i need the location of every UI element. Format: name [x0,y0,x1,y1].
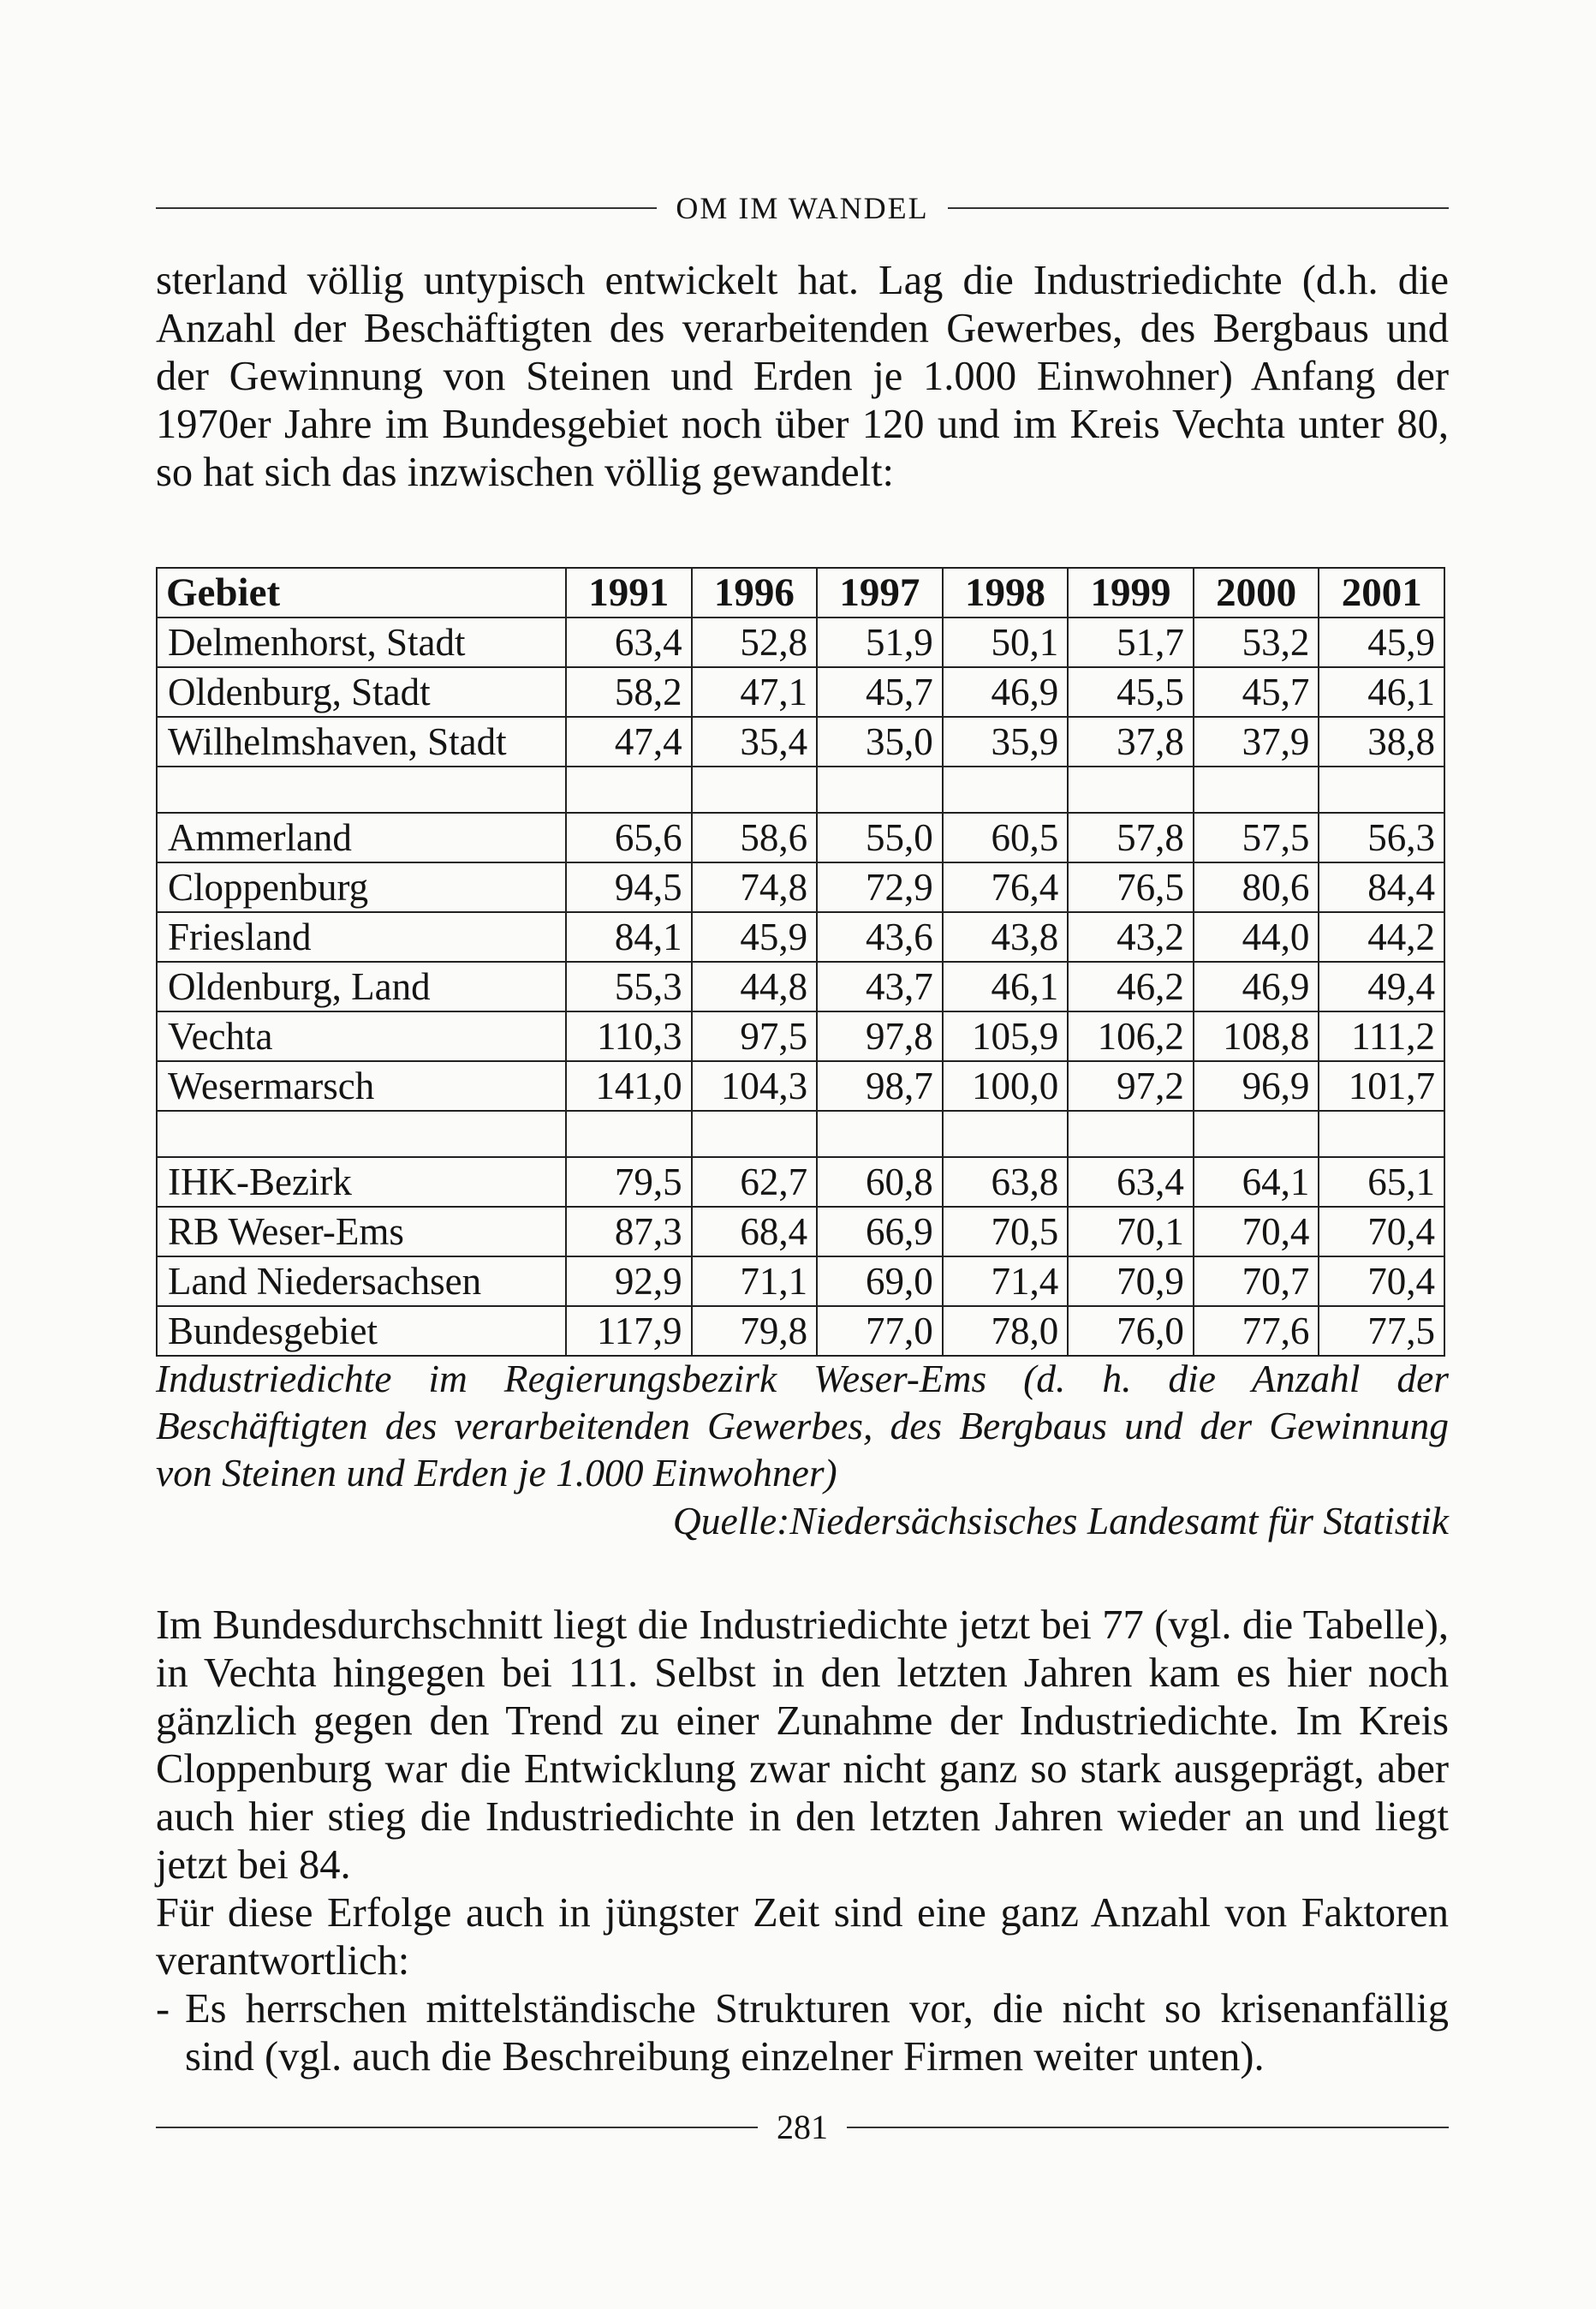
value-cell: 84,4 [1319,862,1444,912]
value-cell: 70,4 [1194,1207,1319,1256]
value-cell: 51,9 [817,618,943,667]
value-cell: 53,2 [1194,618,1319,667]
value-cell: 46,9 [943,667,1069,717]
body-paragraph-2: Für diese Erfolge auch in jüngster Zeit sind eine ganz Anzahl von Faktoren verantwortlich: [156,1890,1449,1984]
value-cell: 71,1 [692,1256,818,1306]
header-cell: 1997 [817,568,943,618]
value-cell: 43,7 [817,962,943,1011]
bullet-text: Es herrschen mittelständische Strukturen vor, die nicht so krisenanfällig sind (vgl. auch die Beschreibung einzelner Firmen weiter unten). [185,1986,1449,2079]
table-row [157,1157,1444,1207]
value-cell: 70,4 [1319,1207,1444,1256]
value-cell: 141,0 [566,1061,692,1111]
value-cell: 63,4 [566,618,692,667]
area-cell: Wilhelmshaven, Stadt [157,717,566,767]
value-cell: 44,2 [1319,912,1444,962]
header-cell: 2000 [1194,568,1319,618]
value-cell: 69,0 [817,1256,943,1306]
industry-density-table [156,567,1445,1357]
value-cell: 64,1 [1194,1157,1319,1207]
value-cell: 105,9 [943,1011,1069,1061]
empty-cell [692,1111,818,1157]
value-cell: 77,0 [817,1306,943,1356]
value-cell: 77,5 [1319,1306,1444,1356]
empty-cell [1319,767,1444,813]
value-cell: 57,8 [1068,813,1194,862]
table-caption: Industriedichte im Regierungsbezirk Weser-Ems (d. h. die Anzahl der Beschäftigten des verarbeitenden Gewerbes, des Bergbaus und der Gewinnung von Steinen und Erden je 1.000 Einwohner) [156,1357,1449,1495]
value-cell: 45,9 [692,912,818,962]
value-cell: 96,9 [1194,1061,1319,1111]
table-row [157,862,1444,912]
empty-cell [157,767,566,813]
value-cell: 78,0 [943,1306,1069,1356]
value-cell: 43,2 [1068,912,1194,962]
value-cell: 45,5 [1068,667,1194,717]
value-cell: 92,9 [566,1256,692,1306]
value-cell: 47,1 [692,667,818,717]
table-body [157,618,1444,1356]
body-paragraph-1: Im Bundesdurchschnitt liegt die Industriedichte jetzt bei 77 (vgl. die Tabelle), in Vechta hingegen bei 111. Selbst in den letzten Jahren kam es hier noch gänzlich gegen den Trend zu einer Zunahme der Industriedichte. Im Kreis Cloppenburg war die Entwicklung zwar nicht ganz so stark ausgeprägt, aber auch hier stieg die Industriedichte in den letzten Jahren wieder an und liegt jetzt bei 84. [156,1602,1449,1888]
value-cell: 63,8 [943,1157,1069,1207]
value-cell: 56,3 [1319,813,1444,862]
body-text [156,1602,1449,2081]
value-cell: 47,4 [566,717,692,767]
area-cell: IHK-Bezirk [157,1157,566,1207]
value-cell: 46,1 [1319,667,1444,717]
page-number: 281 [777,2108,828,2146]
header-cell: Gebiet [157,568,566,618]
value-cell: 35,0 [817,717,943,767]
value-cell: 101,7 [1319,1061,1444,1111]
header-cell: 2001 [1319,568,1444,618]
value-cell: 70,1 [1068,1207,1194,1256]
header-cell: 1998 [943,568,1069,618]
value-cell: 104,3 [692,1061,818,1111]
empty-cell [1068,767,1194,813]
table-row [157,717,1444,767]
value-cell: 55,3 [566,962,692,1011]
value-cell: 94,5 [566,862,692,912]
value-cell: 79,8 [692,1306,818,1356]
bullet-item [156,1985,1449,2081]
value-cell: 111,2 [1319,1011,1444,1061]
table-row [157,1011,1444,1061]
value-cell: 70,7 [1194,1256,1319,1306]
value-cell: 46,1 [943,962,1069,1011]
value-cell: 60,5 [943,813,1069,862]
intro-paragraph: sterland völlig untypisch entwickelt hat. Lag die Industriedichte (d.h. die Anzahl der Beschäftigten des verarbeitenden Gewerbes, des Bergbaus und der Gewinnung von Steinen und Erden je 1.000 Einwohner) Anfang der 1970er Jahre im Bundesgebiet noch über 120 und im Kreis Vechta unter 80, so hat sich das inzwischen völlig gewandelt: [156,258,1449,495]
value-cell: 58,6 [692,813,818,862]
area-cell: Oldenburg, Land [157,962,566,1011]
value-cell: 76,4 [943,862,1069,912]
value-cell: 74,8 [692,862,818,912]
table-row [157,813,1444,862]
value-cell: 100,0 [943,1061,1069,1111]
empty-cell [566,1111,692,1157]
value-cell: 117,9 [566,1306,692,1356]
table-header-row [157,568,1444,618]
value-cell: 70,4 [1319,1256,1444,1306]
empty-cell [566,767,692,813]
value-cell: 65,1 [1319,1157,1444,1207]
value-cell: 58,2 [566,667,692,717]
value-cell: 97,2 [1068,1061,1194,1111]
value-cell: 37,8 [1068,717,1194,767]
value-cell: 98,7 [817,1061,943,1111]
value-cell: 79,5 [566,1157,692,1207]
value-cell: 55,0 [817,813,943,862]
header-cell: 1999 [1068,568,1194,618]
footer-rule-right [847,2127,1449,2128]
area-cell: Land Niedersachsen [157,1256,566,1306]
table-spacer-row [157,1111,1444,1157]
running-head [156,190,1449,226]
value-cell: 72,9 [817,862,943,912]
table-row [157,962,1444,1011]
table-row [157,1256,1444,1306]
value-cell: 65,6 [566,813,692,862]
value-cell: 68,4 [692,1207,818,1256]
empty-cell [692,767,818,813]
empty-cell [157,1111,566,1157]
header-cell: 1991 [566,568,692,618]
header-rule-left [156,207,657,209]
value-cell: 108,8 [1194,1011,1319,1061]
value-cell: 51,7 [1068,618,1194,667]
value-cell: 35,9 [943,717,1069,767]
page-footer [156,2107,1449,2147]
empty-cell [1194,767,1319,813]
value-cell: 76,5 [1068,862,1194,912]
value-cell: 71,4 [943,1256,1069,1306]
empty-cell [817,1111,943,1157]
table-row [157,1061,1444,1111]
area-cell: Oldenburg, Stadt [157,667,566,717]
value-cell: 46,2 [1068,962,1194,1011]
value-cell: 50,1 [943,618,1069,667]
value-cell: 97,5 [692,1011,818,1061]
area-cell: Cloppenburg [157,862,566,912]
value-cell: 44,8 [692,962,818,1011]
value-cell: 70,9 [1068,1256,1194,1306]
value-cell: 57,5 [1194,813,1319,862]
value-cell: 97,8 [817,1011,943,1061]
empty-cell [1068,1111,1194,1157]
value-cell: 87,3 [566,1207,692,1256]
area-cell: Delmenhorst, Stadt [157,618,566,667]
value-cell: 49,4 [1319,962,1444,1011]
value-cell: 80,6 [1194,862,1319,912]
value-cell: 35,4 [692,717,818,767]
value-cell: 70,5 [943,1207,1069,1256]
value-cell: 52,8 [692,618,818,667]
value-cell: 66,9 [817,1207,943,1256]
value-cell: 37,9 [1194,717,1319,767]
value-cell: 60,8 [817,1157,943,1207]
area-cell: Ammerland [157,813,566,862]
value-cell: 45,9 [1319,618,1444,667]
value-cell: 38,8 [1319,717,1444,767]
value-cell: 43,8 [943,912,1069,962]
value-cell: 43,6 [817,912,943,962]
value-cell: 44,0 [1194,912,1319,962]
value-cell: 45,7 [817,667,943,717]
table-row [157,1207,1444,1256]
table-source: Quelle:Niedersächsisches Landesamt für Statistik [672,1499,1449,1542]
value-cell: 63,4 [1068,1157,1194,1207]
area-cell: Bundesgebiet [157,1306,566,1356]
empty-cell [1319,1111,1444,1157]
value-cell: 46,9 [1194,962,1319,1011]
value-cell: 110,3 [566,1011,692,1061]
area-cell: Wesermarsch [157,1061,566,1111]
area-cell: Vechta [157,1011,566,1061]
value-cell: 45,7 [1194,667,1319,717]
header-rule-right [948,207,1449,209]
table-spacer-row [157,767,1444,813]
area-cell: RB Weser-Ems [157,1207,566,1256]
value-cell: 76,0 [1068,1306,1194,1356]
table-row [157,618,1444,667]
running-head-title: OM IM WANDEL [676,191,929,225]
header-cell: 1996 [692,568,818,618]
table-row [157,667,1444,717]
area-cell: Friesland [157,912,566,962]
empty-cell [1194,1111,1319,1157]
value-cell: 84,1 [566,912,692,962]
value-cell: 106,2 [1068,1011,1194,1061]
value-cell: 77,6 [1194,1306,1319,1356]
footer-rule-left [156,2127,758,2128]
table-row [157,1306,1444,1356]
bullet-marker: - [156,1986,170,2032]
empty-cell [817,767,943,813]
empty-cell [943,1111,1069,1157]
value-cell: 62,7 [692,1157,818,1207]
table-row [157,912,1444,962]
empty-cell [943,767,1069,813]
